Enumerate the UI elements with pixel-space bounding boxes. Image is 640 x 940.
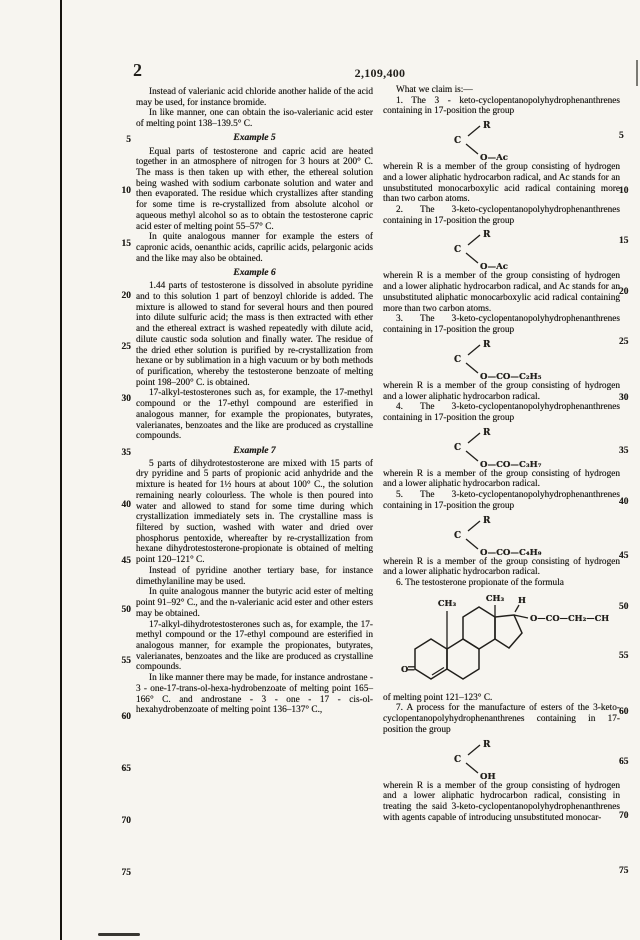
claim-3-wherein: wherein R is a member of the group consisting of hydrogen and a lower aliphatic hydrocarbon radical. xyxy=(383,380,620,402)
patent-number: 2,109,400 xyxy=(354,66,406,80)
line-number-10: 10 xyxy=(121,186,131,196)
line-number-15: 15 xyxy=(619,236,629,246)
formula-tail-label: OH xyxy=(480,771,496,781)
formula-r-label: R xyxy=(483,121,491,132)
formula-r-label: R xyxy=(483,339,491,350)
example-5-body: Equal parts of testosterone and capric acid are heated together in an atmosphere of nitrogen for 3 hours at 200° C. The mass is then taken up with ether, the ethereal solution being washed with sodium carbonate solution and water and then evaporated. The residue which crystallizes after standing for some time is re-crystallized from absolute alcohol or aqueous methyl alcohol so as to obtain the testosterone capric acid ester of melting point 55–57° C. xyxy=(136,146,373,232)
angular-methyl-1-label: CH₃ xyxy=(437,597,457,608)
formula-tail-label: O—Ac xyxy=(480,262,508,272)
paragraph-butyric-ester: In quite analogous manner the butyric acid ester of melting point 91–92° C., and the n-valerianic acid ester and other esters may be obtained. xyxy=(136,587,373,619)
line-number-10: 10 xyxy=(619,186,629,196)
example-7-body: 5 parts of dihydrotestosterone are mixed with 15 parts of dry pyridine and 5 parts of propionic acid anhydride and the mixture is heated for 1½ hours at about 100° C., the solution remaining nearly colourless. The whole is then poured into water and allowed to stand for some time during which crystallization immediately sets in. The crystalline mass is filtered by suction, washed with water and dried over phosphorus pentoxide, whereafter by re-crystallization from hexane dihydrotestosterone-propionate is obtained of melting point 120–121° C. xyxy=(136,458,373,566)
formula-c-label: C xyxy=(454,530,462,541)
line-number-40: 40 xyxy=(619,497,629,507)
line-number-30: 30 xyxy=(619,393,629,403)
formula-tail-label: O—CO—C₂H₅ xyxy=(480,371,542,381)
claim-1-wherein: wherein R is a member of the group consisting of hydrogen and a lower aliphatic hydrocarbon radical, and Ac stands for an unsubstituted monocarboxylic acid radical containing more than two carbon atoms. xyxy=(383,162,620,205)
claim-1-text: 1. The 3 - keto-cyclopentanopolyhydrophenanthrenes containing in 17-position the group xyxy=(383,95,620,117)
line-number-5: 5 xyxy=(126,135,131,145)
left-margin-line-numbers xyxy=(111,0,131,940)
line-number-55: 55 xyxy=(619,651,629,661)
testosterone-propionate-structure xyxy=(401,591,620,693)
formula-tail-label: O—CO—C₃H₇ xyxy=(480,459,542,469)
scan-binding-line xyxy=(60,0,62,940)
formula-c-label: C xyxy=(454,754,462,765)
line-number-55: 55 xyxy=(121,656,131,666)
line-number-30: 30 xyxy=(121,394,131,404)
line-number-35: 35 xyxy=(121,448,131,458)
paragraph-androstane: In like manner there may be made, for instance androstane - 3 - one-17-trans-ol-hexa-hydrobenzoate of melting point 165–166° C. and androstane - 3 - one - 17 - cis-ol-hexahydrobenzoate of melting point 136–137° C., xyxy=(136,673,373,716)
line-number-20: 20 xyxy=(619,287,629,297)
line-number-15: 15 xyxy=(121,239,131,249)
formula-r-label: R xyxy=(483,230,491,241)
example-6-body: 1.44 parts of testosterone is dissolved in absolute pyridine and to this solution 1 part of benzoyl chloride is added. The mixture is allowed to stand for several hours and then poured into dilute sulfuric acid; the mass is then extracted with ether and the ethereal extract is washed repeatedly with dilute acid, dilute caustic soda solution and finally water. The residue of the dried ether solution is purified by re-crystallization from hexane or by sublimation in a high vacuum or by both methods of purification, whereby the testosterone benzoate of melting point 198–200° C. is obtained. xyxy=(136,281,373,388)
line-number-75: 75 xyxy=(619,866,629,876)
line-number-25: 25 xyxy=(121,342,131,352)
ketone-oxygen-label: O xyxy=(401,663,409,674)
formula-c-label: C xyxy=(454,354,462,365)
ester-chain-label: O—CO—CH₂—CH₃ xyxy=(530,612,609,623)
claim-7-text: 7. A process for the manufacture of esters of the 3-keto-cyclopentanopolyhydrophenanthrenes containing in 17-position the group xyxy=(383,703,620,735)
claim-4-text: 4. The 3-keto-cyclopentanopolyhydrophenanthrenes containing in 17-position the group xyxy=(383,402,620,423)
claims-intro: What we claim is:— xyxy=(396,85,473,95)
claim-1-formula-structure xyxy=(445,118,620,162)
claim-4-formula-structure xyxy=(445,425,620,469)
formula-c-label: C xyxy=(454,136,462,147)
paragraph-pyridine-base: Instead of pyridine another tertiary base, for instance dimethylaniline may be used. xyxy=(136,565,373,587)
claim-6-melting-point: of melting point 121–123° C. xyxy=(383,692,493,703)
paragraph-halide: Instead of valerianic acid chloride another halide of the acid may be used, for instance bromide. xyxy=(136,87,373,108)
line-number-40: 40 xyxy=(121,500,131,510)
line-number-75: 75 xyxy=(121,868,131,878)
claim-5-formula-structure xyxy=(445,513,620,557)
paragraph-capronic: In quite analogous manner for example the esters of capronic acids, oenanthic acids, caprilic acids, pelargonic acids and the like may also be obtained. xyxy=(136,232,373,264)
formula-c-label: C xyxy=(454,442,462,453)
line-number-45: 45 xyxy=(619,551,629,561)
claim-3-formula-structure xyxy=(445,337,620,381)
line-number-60: 60 xyxy=(121,712,131,722)
right-column xyxy=(383,85,620,823)
claim-7-wherein: wherein R is a member of the group consisting of hydrogen and a lower aliphatic hydrocarbon radical, consisting in treating the said 3-keto-cyclopentanopolyhydrophenanthrenes with agents capable of introducing unsubstituted monocar- xyxy=(383,780,620,823)
formula-r-label: R xyxy=(483,427,491,438)
claim-5-text: 5. The 3-keto-cyclopentanopolyhydrophenanthrenes containing in 17-position the group xyxy=(383,490,620,511)
formula-r-label: R xyxy=(483,739,491,750)
line-number-70: 70 xyxy=(619,811,629,821)
paragraph-17alkyl-dihydro: 17-alkyl-dihydrotestosterones such as, for example, the 17-methyl compound or the 17-ethyl compound are esterified in analogous manner, for example the propionates, butyrates, valerianates, benzoates and the like are produced as crystalline compounds. xyxy=(136,619,373,673)
example-5-heading: Example 5 xyxy=(233,132,276,144)
formula-tail-label: O—Ac xyxy=(480,153,508,163)
line-number-50: 50 xyxy=(121,605,131,615)
example-6-heading: Example 6 xyxy=(233,267,276,278)
line-number-25: 25 xyxy=(619,337,629,347)
line-number-20: 20 xyxy=(121,291,131,301)
line-number-60: 60 xyxy=(619,707,629,717)
formula-tail-label: O—CO—C₄H₉ xyxy=(480,547,542,557)
line-number-50: 50 xyxy=(619,602,629,612)
right-margin-line-numbers xyxy=(619,0,639,940)
formula-c-label: C xyxy=(454,245,462,256)
line-number-35: 35 xyxy=(619,446,629,456)
claim-6-text: 6. The testosterone propionate of the formula xyxy=(396,577,564,588)
claim-2-wherein: wherein R is a member of the group consisting of hydrogen and a lower aliphatic hydrocarbon radical, and Ac stands for an unsubstituted aliphatic monocarboxylic acid radical containing more than two carbon atoms. xyxy=(383,271,620,314)
line-number-70: 70 xyxy=(121,816,131,826)
claim-2-text: 2. The 3-keto-cyclopentanopolyhydrophenanthrenes containing in 17-position the group xyxy=(383,205,620,226)
paragraph-isovalerianic: In like manner, one can obtain the iso-valerianic acid ester of melting point 138–139.5° C. xyxy=(136,108,373,130)
claim-3-text: 3. The 3-keto-cyclopentanopolyhydrophenanthrenes containing in 17-position the group xyxy=(383,314,620,336)
example-7-heading: Example 7 xyxy=(233,444,276,456)
line-number-65: 65 xyxy=(121,764,131,774)
claim-5-wherein: wherein R is a member of the group consisting of hydrogen and a lower aliphatic hydrocarbon radical. xyxy=(383,556,620,578)
paragraph-17alkyl-testosterones: 17-alkyl-testosterones such as, for example, the 17-methyl compound or the 17-ethyl compound are esterified in analogous manner, for example the propionates, butyrates, valerianates, benzoates and the like are produced as crystalline compounds. xyxy=(136,388,373,442)
line-number-45: 45 xyxy=(121,556,131,566)
formula-r-label: R xyxy=(483,515,491,526)
c17-hydrogen-label: H xyxy=(518,594,526,605)
page-number: 2 xyxy=(133,60,143,80)
line-number-5: 5 xyxy=(619,131,624,141)
claim-7-formula-structure xyxy=(445,737,620,781)
left-column xyxy=(136,87,373,716)
claim-2-formula-structure xyxy=(445,227,620,271)
angular-methyl-2-label: CH₃ xyxy=(485,592,505,603)
line-number-65: 65 xyxy=(619,757,629,767)
claim-4-wherein: wherein R is a member of the group consisting of hydrogen and a lower aliphatic hydrocarbon radical. xyxy=(383,468,620,490)
